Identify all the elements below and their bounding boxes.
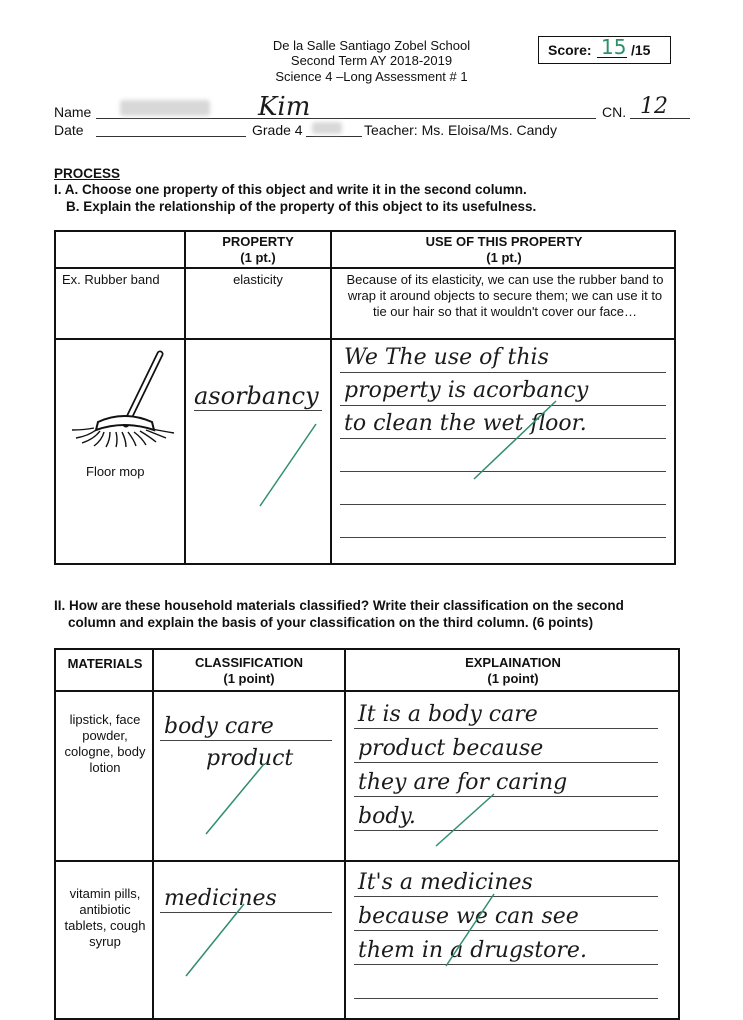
answer-property: asorbancy bbox=[194, 382, 319, 410]
name-label: Name bbox=[54, 104, 92, 120]
row-divider bbox=[56, 860, 678, 862]
answer-use-line: We The use of this bbox=[344, 345, 549, 370]
writing-line bbox=[194, 410, 322, 411]
explanation-line: they are for caring bbox=[358, 770, 568, 795]
school-name: De la Salle Santiago Zobel School bbox=[272, 38, 471, 53]
writing-line bbox=[160, 740, 332, 741]
writing-line bbox=[354, 930, 658, 931]
writing-line bbox=[354, 728, 658, 729]
writing-line bbox=[354, 830, 658, 831]
assessment-title: Science 4 –Long Assessment # 1 bbox=[275, 69, 468, 84]
writing-line bbox=[340, 537, 666, 538]
cn-value: 12 bbox=[640, 94, 668, 119]
header-explanation: EXPLAINATION (1 point) bbox=[465, 655, 561, 686]
name-value: Kim bbox=[258, 92, 311, 122]
row-divider bbox=[56, 267, 674, 269]
cn-label: CN. bbox=[602, 104, 627, 120]
grade-line bbox=[306, 136, 362, 137]
col-divider bbox=[344, 650, 346, 1018]
classification-line: product bbox=[206, 746, 294, 771]
explanation-line: product because bbox=[358, 736, 544, 761]
score-label: Score: bbox=[548, 42, 592, 58]
example-object: Ex. Rubber band bbox=[62, 272, 160, 287]
instruction-b: B. Explain the relationship of the property of this object to its usefulness. bbox=[66, 199, 537, 214]
redacted-name bbox=[120, 100, 210, 116]
writing-line bbox=[340, 372, 666, 373]
object-label: Floor mop bbox=[86, 464, 145, 479]
writing-line bbox=[340, 471, 666, 472]
instruction-a: I. A. Choose one property of this object and write it in the second column. bbox=[54, 182, 527, 197]
explanation-line: It's a medicines bbox=[358, 870, 533, 895]
explanation-line: because we can see bbox=[358, 904, 579, 929]
writing-line bbox=[354, 998, 658, 999]
explanation-line: them in a drugstore. bbox=[358, 938, 587, 963]
teacher-label: Teacher: Ms. Eloisa/Ms. Candy bbox=[364, 122, 557, 138]
header-property: PROPERTY (1 pt.) bbox=[222, 234, 294, 265]
row-divider bbox=[56, 338, 674, 340]
writing-line bbox=[354, 896, 658, 897]
header-materials: MATERIALS bbox=[67, 656, 143, 671]
answer-use-line: to clean the wet floor. bbox=[344, 411, 587, 436]
writing-line bbox=[160, 912, 332, 913]
classification-line: body care bbox=[164, 714, 274, 739]
col-divider bbox=[330, 232, 332, 563]
section-title: PROCESS bbox=[54, 166, 121, 181]
property-table bbox=[54, 230, 676, 565]
term-label: Second Term AY 2018-2019 bbox=[290, 53, 453, 68]
date-line bbox=[96, 136, 246, 137]
classification-table bbox=[54, 648, 680, 1020]
writing-line bbox=[354, 964, 658, 965]
score-box bbox=[538, 36, 671, 64]
writing-line bbox=[354, 796, 658, 797]
header-use: USE OF THIS PROPERTY (1 pt.) bbox=[425, 234, 583, 265]
grade-label: Grade 4 bbox=[252, 122, 303, 138]
writing-line bbox=[340, 405, 666, 406]
writing-line bbox=[354, 762, 658, 763]
instruction-2-line1: II. How are these household materials classified? Write their classification on the second bbox=[54, 598, 624, 613]
example-use: Because of its elasticity, we can use the rubber band to wrap it around objects to secure them; we can use it to tie our hair so that it wouldn't cover our face… bbox=[346, 272, 664, 319]
example-property: elasticity bbox=[233, 272, 283, 287]
writing-line bbox=[340, 438, 666, 439]
explanation-line: It is a body care bbox=[358, 702, 538, 727]
materials-cell: lipstick, face powder, cologne, body lotion bbox=[64, 712, 146, 775]
header-classification: CLASSIFICATION (1 point) bbox=[194, 655, 304, 686]
score-value: 15 bbox=[601, 35, 627, 59]
col-divider bbox=[152, 650, 154, 1018]
answer-use-line: property is acorbancy bbox=[344, 378, 589, 403]
writing-line bbox=[340, 504, 666, 505]
explanation-line: body. bbox=[358, 804, 416, 829]
materials-cell: vitamin pills, antibiotic tablets, cough syrup bbox=[64, 886, 146, 949]
score-total: /15 bbox=[631, 42, 651, 58]
redacted-section bbox=[312, 122, 342, 134]
name-line bbox=[96, 118, 596, 119]
date-label: Date bbox=[54, 122, 84, 138]
instruction-2-line2: column and explain the basis of your classification on the third column. (6 points) bbox=[68, 615, 594, 630]
classification-line: medicines bbox=[164, 886, 277, 911]
floor-mop-icon bbox=[68, 344, 180, 454]
row-divider bbox=[56, 690, 678, 692]
